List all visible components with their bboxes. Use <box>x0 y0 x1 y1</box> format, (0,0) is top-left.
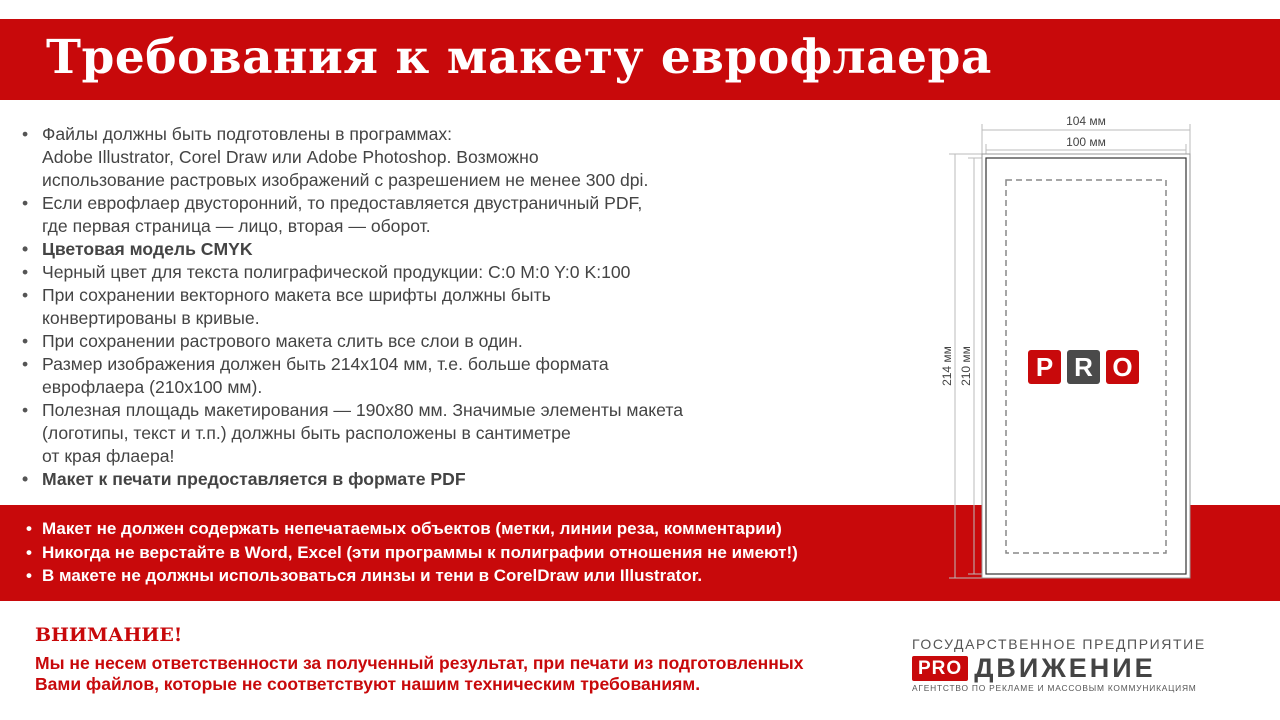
requirement-item <box>22 284 782 330</box>
requirement-line: Adobe Illustrator, Corel Draw или Adobe Photoshop. Возможно <box>42 147 539 167</box>
flyer-diagram <box>925 108 1215 588</box>
warning-text <box>35 653 803 695</box>
requirement-line: • При сохранении растрового макета слить все слои в один. <box>42 331 523 351</box>
width-inner-label: 100 мм <box>1066 135 1106 149</box>
company-logo <box>908 634 1233 694</box>
requirement-line: где первая страница — лицо, вторая — оборот. <box>42 216 431 236</box>
requirement-line: • При сохранении векторного макета все шрифты должны быть <box>42 285 551 305</box>
requirement-line: • Полезная площадь макетирования — 190х80 мм. Значимые элементы макета <box>42 400 684 420</box>
logo-letter-p: P <box>1035 352 1054 382</box>
requirement-line: • Цветовая модель CMYK <box>42 239 253 259</box>
logo-name: ДВИЖЕНИЕ <box>974 653 1156 683</box>
notice-item: • Макет не должен содержать непечатаемых объектов (метки, линии реза, комментарии) <box>26 517 798 541</box>
page-title: Требования к макету еврофлаера <box>46 30 992 85</box>
requirement-item <box>22 399 782 468</box>
requirement-line: • Черный цвет для текста полиграфической продукции: C:0 M:0 Y:0 K:100 <box>42 262 631 282</box>
requirement-line: использование растровых изображений с разрешением не менее 300 dpi. <box>42 170 649 190</box>
notice-item: • Никогда не верстайте в Word, Excel (эти программы к полиграфии отношения не имеют!) <box>26 541 798 565</box>
requirement-item <box>22 330 782 353</box>
warning-title: ВНИМАНИЕ! <box>35 624 183 646</box>
logo-bottom-text: АГЕНТСТВО ПО РЕКЛАМЕ И МАССОВЫМ КОММУНИКАЦИЯМ <box>912 683 1197 693</box>
requirement-item <box>22 238 782 261</box>
warning-line: Вами файлов, которые не соответствуют нашим техническим требованиям. <box>35 674 701 694</box>
height-inner-label: 210 мм <box>959 346 973 386</box>
width-outer-label: 104 мм <box>1066 114 1106 128</box>
requirement-line: • Макет к печати предоставляется в формате PDF <box>42 469 466 489</box>
title-banner <box>0 19 1280 100</box>
requirement-item <box>22 261 782 284</box>
requirement-line: (логотипы, текст и т.п.) должны быть расположены в сантиметре <box>42 423 571 443</box>
requirement-item <box>22 353 782 399</box>
requirement-line: от края флаера! <box>42 446 175 466</box>
logo-wordmark <box>912 654 1156 682</box>
logo-top-text: ГОСУДАРСТВЕННОЕ ПРЕДПРИЯТИЕ <box>912 636 1206 652</box>
requirements-list <box>22 123 782 491</box>
pro-logo <box>1028 350 1139 384</box>
requirement-item <box>22 123 782 192</box>
requirement-line: • Если еврофлаер двусторонний, то предоставляется двустраничный PDF, <box>42 193 643 213</box>
requirement-line: • Файлы должны быть подготовлены в программах: <box>42 124 453 144</box>
notice-item: • В макете не должны использоваться линзы и тени в CorelDraw или Illustrator. <box>26 564 798 588</box>
requirement-line: • Размер изображения должен быть 214х104 мм, т.е. больше формата <box>42 354 609 374</box>
flyer-diagram-svg <box>925 108 1215 588</box>
requirement-line: конвертированы в кривые. <box>42 308 260 328</box>
requirement-item <box>22 468 782 491</box>
requirement-item <box>22 192 782 238</box>
warning-line: Мы не несем ответственности за полученный результат, при печати из подготовленных <box>35 653 804 673</box>
logo-letter-o: O <box>1112 352 1133 382</box>
notice-list <box>26 517 798 588</box>
height-outer-label: 214 мм <box>940 346 954 386</box>
requirement-line: еврофлаера (210х100 мм). <box>42 377 263 397</box>
logo-pro-badge: PRO <box>912 656 968 681</box>
logo-letter-r: R <box>1074 352 1093 382</box>
